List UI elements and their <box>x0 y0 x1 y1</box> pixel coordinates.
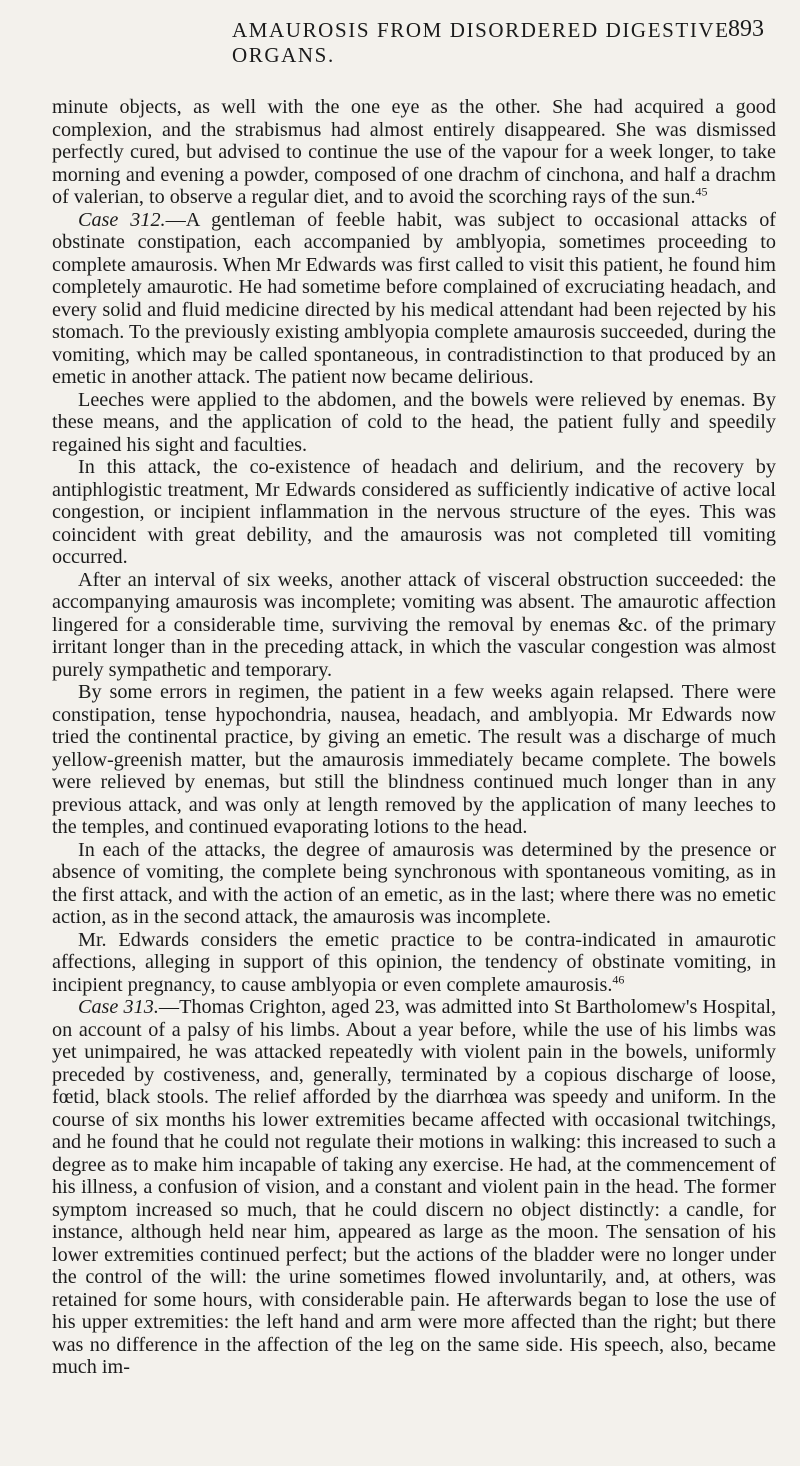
paragraph <box>52 929 776 997</box>
case-label: Case 313. <box>78 996 159 1018</box>
paragraph <box>52 839 776 929</box>
paragraph-text: —A gentleman of feeble habit, was subject to occasional attacks of obstinate constipation, each accompanied by amblyopia, sometimes proceeding to complete amaurosis. When Mr Edwards was first called to visit this patient, he found him completely amaurotic. He had sometime before complained of excruciating headach, and every solid and fluid medicine directed by his medical attendant had been rejected by his stomach. To the previously existing amblyopia complete amaurosis succeeded, during the vomiting, which may be called spontaneous, in contradistinction to that produced by an emetic in another attack. The patient now became delirious. <box>52 208 777 388</box>
paragraph-text: minute objects, as well with the one eye as the other. She had acquired a good complexion, and the strabismus had almost entirely disappeared. She was dismissed perfectly cured, but advised to continue the use of the vapour for a week longer, to take morning and evening a powder, composed of one drachm of cinchona, and half a drachm of valerian, to observe a regular diet, and to avoid the scorching rays of the sun. <box>52 96 776 208</box>
paragraph-text: Leeches were applied to the abdomen, and the bowels were relieved by enemas. By these means, and the application of cold to the head, the patient fully and speedily regained his sight and faculties. <box>52 388 776 456</box>
paragraph-text: Mr. Edwards considers the emetic practice to be contra-indicated in amaurotic affections, alleging in support of this opinion, the tendency of obstinate vomiting, in incipient pregnancy, to cause amblyopia or even complete amaurosis. <box>52 928 776 996</box>
paragraph <box>52 569 776 682</box>
paragraph <box>52 96 776 209</box>
paragraph <box>52 996 776 1379</box>
body-text <box>52 96 776 1379</box>
page-number: 893 <box>728 16 764 42</box>
running-header <box>52 16 776 67</box>
paragraph <box>52 456 776 569</box>
paragraph-text: By some errors in regimen, the patient in a few weeks again relapsed. There were constipation, tense hypochondria, nausea, headach, and amblyopia. Mr Edwards now tried the continental practice, by giving an emetic. The result was a discharge of much yellow-greenish matter, but the amaurosis immediately became complete. The bowels were relieved by enemas, but still the blindness continued much longer than in any previous attack, and was only at length removed by the application of many leeches to the temples, and continued evaporating lotions to the head. <box>52 681 776 838</box>
paragraph-text: In each of the attacks, the degree of amaurosis was determined by the presence or absence of vomiting, the complete being synchronous with spontaneous vomiting, as in the first attack, and with the action of an emetic, as in the last; where there was no emetic action, as in the second attack, the amaurosis was incomplete. <box>52 838 776 928</box>
paragraph <box>52 681 776 839</box>
footnote-ref: 45 <box>695 184 708 199</box>
running-title: AMAUROSIS FROM DISORDERED DIGESTIVE ORGANS. <box>232 18 730 67</box>
case-label: Case 312. <box>78 208 166 231</box>
paragraph-text: In this attack, the co-existence of headach and delirium, and the recovery by antiphlogistic treatment, Mr Edwards considered as sufficiently indicative of active local congestion, or incipient inflammation in the nervous structure of the eyes. This was coincident with great debility, and the amaurosis was not completed till vomiting occurred. <box>52 456 776 568</box>
paragraph-text: After an interval of six weeks, another attack of visceral obstruction succeeded: the accompanying amaurosis was incomplete; vomiting was absent. The amaurotic affection lingered for a considerable time, surviving the removal by enemas &c. of the primary irritant longer than in the preceding attack, in which the vascular congestion was almost purely sympathetic and temporary. <box>52 568 776 681</box>
footnote-ref: 46 <box>612 971 625 986</box>
paragraph-text: —Thomas Crighton, aged 23, was admitted into St Bartholomew's Hospital, on account of a palsy of his limbs. About a year before, while the use of his limbs was yet unimpaired, he was attacked repeatedly with violent pain in the bowels, uniformly preceded by costiveness, and, generally, terminated by a copious discharge of loose, fœtid, black stools. The relief afforded by the diarrhœa was speedy and uniform. In the course of six months his lower extremities became affected with occasional twitchings, and he found that he could not regulate their motions in walking: this increased to such a degree as to make him incapable of taking any exercise. He had, at the commencement of his illness, a confusion of vision, and a constant and violent pain in the head. The former symptom increased so much, that he could discern no object distinctly: a candle, for instance, although held near him, appeared as large as the moon. The sensation of his lower extremities continued perfect; but the actions of the bladder were no longer under the control of the will: the urine sometimes flowed involuntarily, and, at others, was retained for some hours, with considerable pain. He afterwards began to lose the use of his upper extremities: the left hand and arm were more affected than the right; but there was no difference in the affection of the leg on the same side. His speech, also, became much im- <box>52 996 776 1378</box>
paragraph <box>52 209 776 389</box>
paragraph <box>52 389 776 457</box>
